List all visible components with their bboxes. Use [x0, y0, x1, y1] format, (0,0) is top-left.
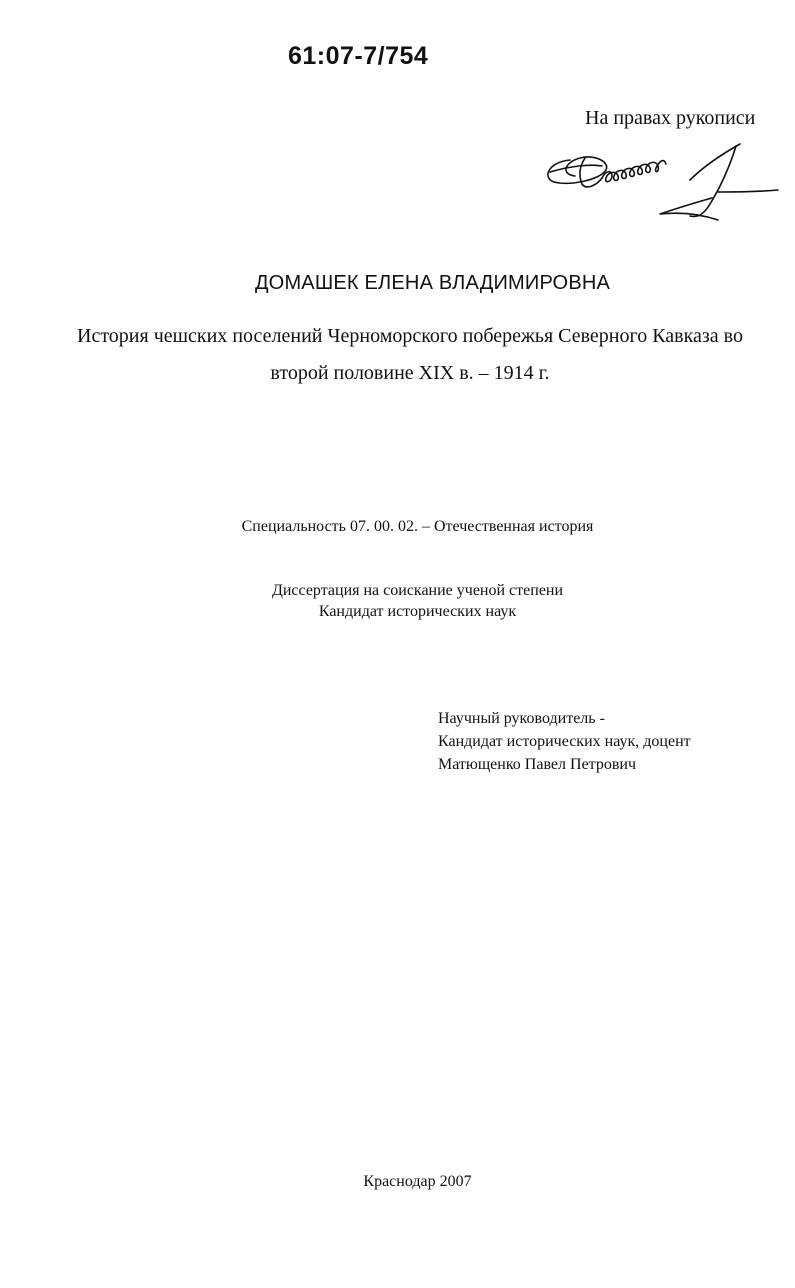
author-name: ДОМАШЕК ЕЛЕНА ВЛАДИМИРОВНА — [254, 272, 611, 294]
supervisor-block — [438, 707, 691, 776]
supervisor-name: Матющенко Павел Петрович — [438, 756, 637, 773]
degree-line: Диссертация на соискание ученой степени — [271, 582, 564, 599]
dissertation-title — [40, 318, 780, 392]
catalog-number: 61:07-7/754 — [288, 42, 429, 70]
rights-notice: На правах рукописи — [585, 107, 756, 129]
signature-icon — [540, 140, 780, 230]
title-line: второй половине XIX в. – 1914 г. — [270, 362, 550, 384]
supervisor-degree: Кандидат исторических наук, доцент — [438, 733, 691, 750]
degree-statement — [0, 580, 795, 622]
title-line: История чешских поселений Черноморского побережья Северного Кавказа во — [77, 325, 743, 347]
specialty: Специальность 07. 00. 02. – Отечественная история — [241, 518, 594, 535]
supervisor-heading: Научный руководитель - — [438, 710, 605, 727]
degree-line: Кандидат исторических наук — [318, 603, 517, 620]
city-year: Краснодар 2007 — [363, 1173, 472, 1190]
